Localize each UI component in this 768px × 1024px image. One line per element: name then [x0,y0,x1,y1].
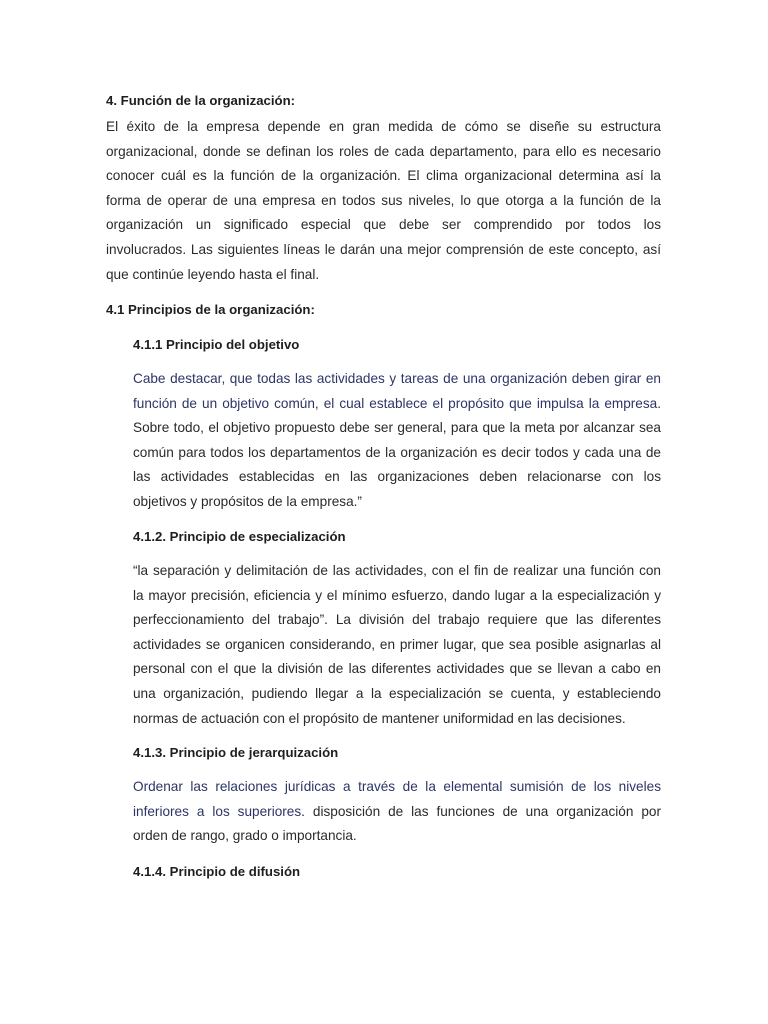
paragraph-line: la mayor precisión, eficiencia y el mínimo esfuerzo, dando lugar a la especialización y [133,587,661,603]
paragraph-4-1-1 [133,367,661,515]
heading-4-1-4: 4.1.4. Principio de difusión [133,864,301,879]
paragraph-line: “la separación y delimitación de las actividades, con el fin de realizar una función con [133,563,661,578]
text-span: común para todos los departamentos de la organización es decir [133,444,536,460]
paragraph-line: objetivos y propósitos de la empresa.” [133,493,362,509]
paragraph-line: función de un objetivo común, el cual establece el propósito que impulsa la empresa. [133,395,661,411]
paragraph-line: organización un significado especial que debe ser comprendido por todos los [106,217,661,233]
paragraph-4-1-2 [133,559,661,731]
text-span: todos y cada una de [535,444,661,460]
heading-4-1-2: 4.1.2. Principio de especialización [133,529,346,544]
heading-4-1: 4.1 Principios de la organización: [106,302,315,317]
paragraph-4-1-3 [133,775,661,849]
paragraph-4 [106,115,661,287]
paragraph-line: Ordenar las relaciones jurídicas a través de la elemental sumisión de los niveles [133,779,661,794]
paragraph-line: Sobre todo, el objetivo propuesto debe ser general, para que la meta por alcanzar sea [133,420,661,436]
paragraph-line: actividades se organicen considerando, en primer lugar, que sea posible asignarlas al [133,636,661,652]
paragraph-line: El éxito de la empresa depende en gran medida de cómo se diseñe su estructura [106,119,661,134]
paragraph-line: involucrados. Las siguientes líneas le darán una mejor comprensión de este concepto, así [106,241,661,257]
text-span: inferiores a los superiores [133,803,302,819]
text-span: todas las actividades y tareas de una organización deben girar en [257,371,661,386]
paragraph-line [133,800,661,825]
paragraph-line: organizacional, donde se definan los roles de cada departamento, para ello es necesario [106,143,661,159]
text-span: Cabe destacar, que [133,371,258,386]
text-span: . disposición de las funciones de una organización por [301,803,661,819]
paragraph-line: que continúe leyendo hasta el final. [106,266,320,282]
paragraph-line: personal con el que la división de las diferentes actividades que se llevan a cabo en [133,661,661,677]
heading-4-1-3: 4.1.3. Principio de jerarquización [133,745,339,760]
paragraph-line: las actividades establecidas en las organizaciones deben relacionarse con los [133,469,661,485]
paragraph-line: perfeccionamiento del trabajo”. La división del trabajo requiere que las diferentes [133,612,661,628]
paragraph-line: forma de operar de una empresa en todos sus niveles, lo que otorga a la función de la [106,192,661,208]
paragraph-line: orden de rango, grado o importancia. [133,828,357,844]
paragraph-line: conocer cuál es la función de la organización. El clima organizacional determina así la [106,168,661,184]
paragraph-line: una organización, pudiendo llegar a la especialización se cuenta, y estableciendo [133,685,661,701]
paragraph-line [133,441,661,466]
paragraph-line [133,367,661,392]
heading-4-1-1: 4.1.1 Principio del objetivo [133,337,300,352]
heading-4: 4. Función de la organización: [106,93,296,108]
paragraph-line: normas de actuación con el propósito de mantener uniformidad en las decisiones. [133,710,626,726]
